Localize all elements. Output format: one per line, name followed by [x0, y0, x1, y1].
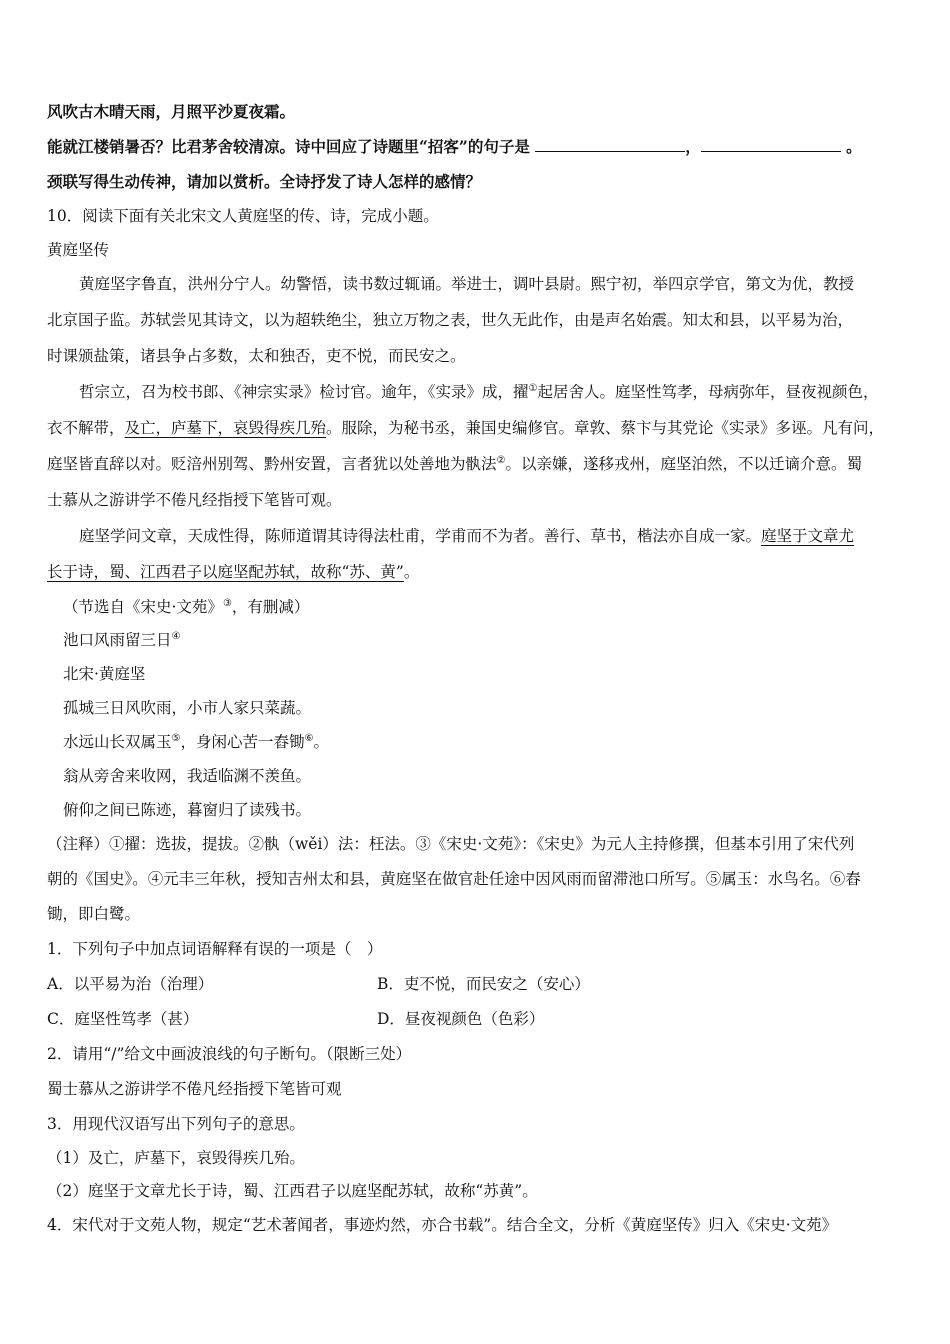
sub-question-4: 4．宋代对于文苑人物，规定“艺术著闻者，事迹灼然，亦合书载”。结合全文，分析《黄庭坚传》归入《宋史·文苑》 — [47, 1216, 838, 1234]
bio-p2-line-1 — [79, 382, 879, 402]
bio-p2-text-b: 起居舍人。庭坚性笃孝，母病弥年，昼夜视颜色， — [537, 383, 879, 401]
notes-line-1: （注释）①擢：选拔，提拔。②骫（wěi）法：枉法。③《宋史·文苑》：《宋史》为元人主持修撰，但基本引用了宋代列 — [47, 835, 855, 853]
choice-a[interactable]: A．以平易为治（治理） — [47, 975, 214, 993]
underlined-sentence-2a: 庭坚于文章尤 — [761, 527, 855, 545]
sub-question-3: 3．用现代汉语写出下列句子的意思。 — [47, 1115, 305, 1133]
intro-comma: ， — [685, 137, 701, 156]
choice-d[interactable]: D．昼夜视颜色（色彩） — [377, 1010, 545, 1028]
choice-b[interactable]: B．吏不悦，而民安之（安心） — [377, 975, 590, 993]
poem-line-2a: 水远山长双属玉 — [63, 733, 172, 751]
underlined-sentence-1: 及亡，庐墓下，哀毁得疾几殆 — [124, 419, 327, 437]
sub-question-3-item-2: （2）庭坚于文章尤长于诗，蜀、江西君子以庭坚配苏轼，故称“苏黄”。 — [47, 1182, 538, 1200]
bio-p3-text: 庭坚学问文章，天成性得，陈师道谓其诗得法杜甫，学甫而不为者。善行、草书，楷法亦自成一家。 — [79, 527, 762, 545]
bio-p1-line-3: 时课颁盐策，诸县争占多数，太和独否，吏不悦，而民安之。 — [47, 347, 466, 365]
bio-p2-line-2 — [47, 418, 884, 438]
intro-line-3: 颈联写得生动传神，请加以赏析。全诗抒发了诗人怎样的感情？ — [47, 172, 482, 191]
notes-line-3: 锄，即白鹭。 — [47, 905, 141, 923]
question-10-stem: 10．阅读下面有关北宋文人黄庭坚的传、诗，完成小题。 — [47, 207, 439, 225]
choices-row-1 — [47, 974, 907, 994]
intro-line-2 — [47, 137, 862, 157]
sub-question-3-item-1: （1）及亡，庐墓下，哀毁得疾几殆。 — [47, 1149, 305, 1167]
source-citation — [63, 597, 309, 617]
note-marker-2: ② — [496, 455, 506, 466]
poem-line-1: 孤城三日风吹雨，小市人家只菜蔬。 — [63, 699, 312, 717]
poem-title — [63, 630, 180, 650]
bio-p3-line-2 — [47, 562, 419, 582]
bio-p2-line-4: 士慕从之游讲学不倦凡经指授下笔皆可观。 — [47, 491, 342, 509]
note-marker-5: ⑤ — [171, 733, 181, 744]
poem-line-3: 翁从旁舍来收网，我适临渊不羡鱼。 — [63, 767, 312, 785]
answer-blank-1[interactable] — [535, 137, 685, 152]
underlined-sentence-2b: 长于诗，蜀、江西君子以庭坚配苏轼，故称“苏、黄” — [47, 563, 404, 581]
intro-question-text: 能就江楼销暑否？比君茅舍较清凉。诗中回应了诗题里“招客”的句子是 — [47, 137, 530, 156]
note-marker-4: ④ — [171, 631, 181, 642]
poem-title-text: 池口风雨留三日 — [63, 631, 172, 649]
note-marker-1: ① — [528, 383, 538, 394]
bio-p2-line3-a: 庭坚皆直辞以对。贬涪州别驾、黔州安置，言者犹以处善地为骫法 — [47, 455, 497, 473]
biography-title: 黄庭坚传 — [47, 241, 110, 259]
sub-question-2-text: 蜀士慕从之游讲学不倦凡经指授下笔皆可观 — [47, 1080, 342, 1098]
sub-question-1: 1．下列句子中加点词语解释有误的一项是（ ） — [47, 940, 383, 958]
bio-p1-line-1: 黄庭坚字鲁直，洪州分宁人。幼警悟，读书数过辄诵。举进士，调叶县尉。熙宁初，举四京学官，第文为优，教授 — [79, 275, 855, 293]
note-marker-6: ⑥ — [304, 733, 314, 744]
source-text-a: （节选自《宋史·文苑》 — [63, 598, 223, 616]
bio-p3-line-1 — [79, 526, 854, 546]
notes-line-2: 朝的《国史》。④元丰三年秋，授知吉州太和县，黄庭坚在做官赴任途中因风雨而留滞池口所写。⑤属玉：水鸟名。⑥舂 — [47, 870, 861, 888]
bio-p2-line2-a: 衣不解带， — [47, 419, 125, 437]
answer-blank-2[interactable] — [701, 137, 841, 152]
bio-p2-line-3 — [47, 454, 862, 474]
intro-period: 。 — [846, 137, 862, 156]
bio-p3-period: 。 — [403, 563, 420, 581]
bio-p2-line2-b: 。服除，为秘书丞，兼国史编修官。章敦、蔡卞与其党论《实录》多诬。凡有问， — [326, 419, 885, 437]
choice-c[interactable]: C．庭坚性笃孝（甚） — [47, 1010, 199, 1028]
bio-p2-line3-b: 。以亲嫌，遂移戎州，庭坚泊然，不以迁谪介意。蜀 — [505, 455, 862, 473]
note-marker-3: ③ — [222, 598, 232, 609]
bio-p1-line-2: 北京国子监。苏轼尝见其诗文，以为超轶绝尘，独立万物之表，世久无此作，由是声名始震。知太和县，以平易为治， — [47, 311, 854, 329]
poem-line-4: 俯仰之间已陈迹，暮窗归了读残书。 — [63, 801, 312, 819]
choices-row-2 — [47, 1009, 907, 1029]
poem-line-2b: ，身闲心苦一舂锄 — [180, 733, 305, 751]
source-text-b: ，有删减） — [231, 598, 310, 616]
intro-line-1: 风吹古木晴天雨，月照平沙夏夜霜。 — [47, 102, 296, 121]
bio-p2-text-a: 哲宗立，召为校书郎、《神宗实录》检讨官。逾年，《实录》成，擢 — [79, 383, 529, 401]
poem-author: 北宋·黄庭坚 — [63, 665, 146, 683]
poem-line-2 — [63, 732, 329, 752]
sub-question-2: 2．请用“/”给文中画波浪线的句子断句。（限断三处） — [47, 1045, 412, 1063]
poem-line-2c: 。 — [313, 733, 329, 751]
